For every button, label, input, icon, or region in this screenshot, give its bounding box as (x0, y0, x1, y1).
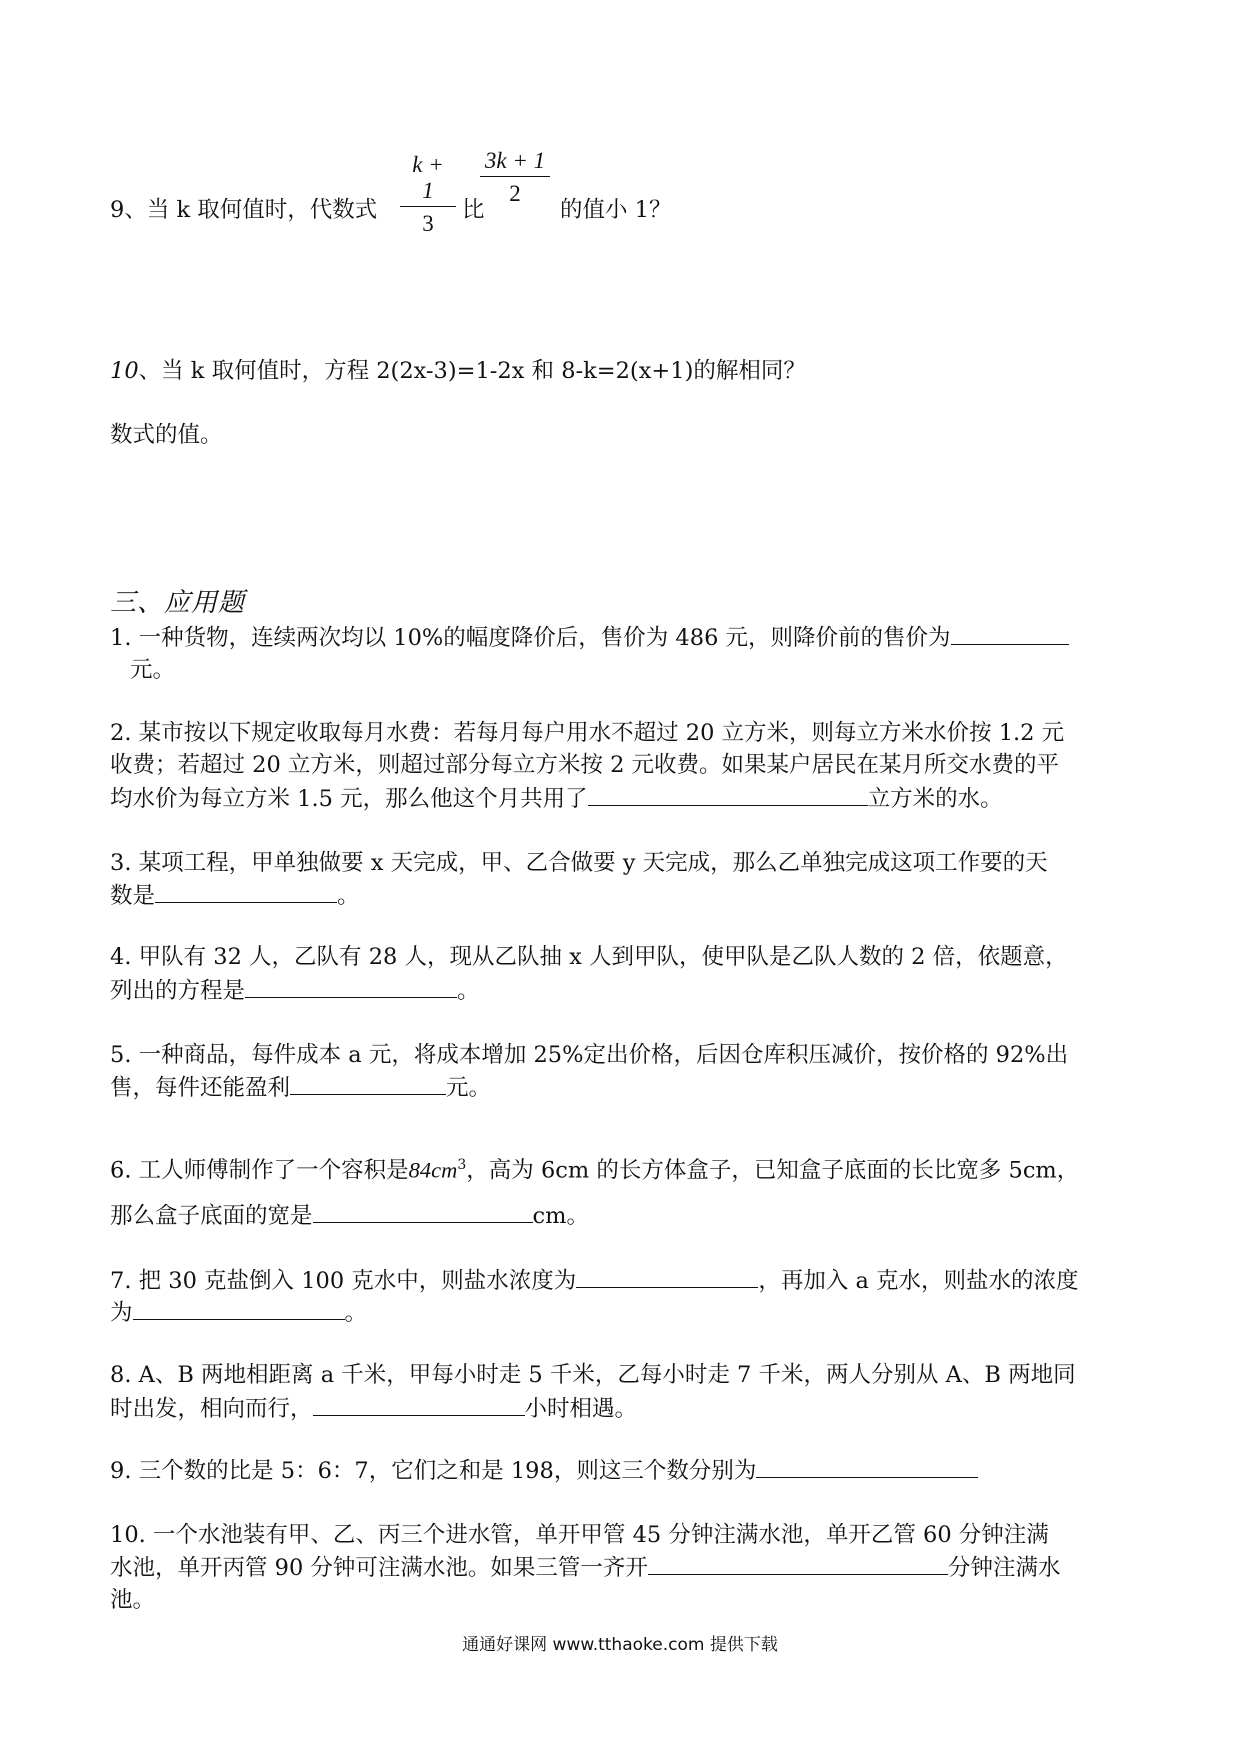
app-q5-text-end: 元。 (446, 1075, 492, 1101)
app-q3-line1: 3. 某项工程，甲单独做要 x 天完成，甲、乙合做要 y 天完成，那么乙单独完成这项工作要的天 (110, 850, 1048, 876)
app-q7-text2: 为 (110, 1300, 133, 1326)
answer-blank (313, 1393, 525, 1416)
footer-text: 通通好课网 www.tthaoke.com 提供下载 (462, 1635, 778, 1655)
fraction-numerator: 3k + 1 (480, 148, 550, 177)
answer-blank (951, 622, 1069, 645)
app-q5-text: 售，每件还能盈利 (110, 1075, 291, 1101)
app-q2-line1: 2. 某市按以下规定收取每月水费：若每月每户用水不超过 20 立方米，则每立方米水价按 1.2 元 (110, 720, 1065, 746)
app-q2-line2: 收费；若超过 20 立方米，则超过部分每立方米按 2 元收费。如果某户居民在某月所交水费的平 (110, 752, 1060, 778)
fraction-k-plus-1-over-3 (400, 152, 456, 237)
volume-exponent: 3 (457, 1157, 467, 1173)
answer-blank (155, 880, 337, 903)
app-q6-text2: 那么盒子底面的宽是 (110, 1203, 313, 1229)
app-q10-line1: 10. 一个水池装有甲、乙、丙三个进水管，单开甲管 45 分钟注满水池，单开乙管 60 分钟注满 (110, 1522, 1049, 1548)
app-q10-line2 (110, 1552, 1060, 1583)
app-q7-line1 (110, 1265, 1079, 1296)
q9-prefix: 9、当 k 取何值时，代数式 (110, 197, 378, 223)
app-q8-text: 时出发，相向而行， (110, 1396, 313, 1422)
app-q3-line2 (110, 880, 360, 911)
app-q1-line2: 元。 (130, 657, 176, 683)
app-q7-text-end: 。 (344, 1300, 368, 1326)
app-q2-text: 均水价为每立方米 1.5 元，那么他这个月共用了 (110, 786, 588, 812)
app-q5-line2 (110, 1072, 491, 1103)
answer-blank (313, 1200, 533, 1223)
app-q3-text-end: 。 (337, 883, 360, 909)
answer-blank (756, 1455, 978, 1478)
section-heading: 三、应用题 (110, 588, 246, 618)
app-q7-line2 (110, 1297, 367, 1328)
app-q4-text: 列出的方程是 (110, 978, 246, 1004)
app-q4-line1: 4. 甲队有 32 人，乙队有 28 人，现从乙队抽 x 人到甲队，使甲队是乙队人数的 2 倍，依题意， (110, 944, 1068, 970)
fraction-denominator: 2 (509, 181, 521, 206)
q10-line (110, 356, 806, 386)
app-q4-text-end: 。 (457, 978, 480, 1004)
fraction-numerator: k + 1 (400, 152, 456, 207)
app-q6-text-cont: ，高为 6cm 的长方体盒子，已知盒子底面的长比宽多 5cm， (466, 1157, 1080, 1184)
app-q10-line3: 池。 (110, 1587, 156, 1613)
app-q3-text: 数是 (110, 883, 156, 909)
app-q2-line3 (110, 783, 1003, 814)
app-q8-text-end: 小时相遇。 (524, 1396, 638, 1422)
q10-text: 、当 k 取何值时，方程 2(2x-3)=1-2x 和 8-k=2(x+1)的解相同？ (138, 358, 806, 384)
app-q10-text: 水池，单开丙管 90 分钟可注满水池。如果三管一齐开 (110, 1555, 648, 1581)
app-q6-text: 6. 工人师傅制作了一个容积是 (110, 1157, 409, 1184)
volume-expression: 84cm (408, 1157, 458, 1183)
answer-blank (576, 1265, 758, 1288)
app-q6-line2 (110, 1200, 589, 1231)
app-q9-text: 9. 三个数的比是 5：6：7，它们之和是 198，则这三个数分别为 (110, 1458, 757, 1484)
answer-blank (648, 1552, 948, 1575)
app-q6-line1 (110, 1150, 1079, 1186)
q9-mid: 比 (462, 197, 485, 223)
app-q4-line2 (110, 975, 480, 1006)
app-q5-line1: 5. 一种商品，每件成本 a 元，将成本增加 25%定出价格，后因仓库积压减价，按价格的 92%出 (110, 1042, 1069, 1068)
app-q6-text-end: cm。 (532, 1203, 589, 1229)
app-q7-text-cont: ，再加入 a 克水，则盐水的浓度 (758, 1268, 1079, 1294)
q9-suffix: 的值小 1？ (560, 197, 672, 223)
app-q9-line1 (110, 1455, 978, 1486)
app-q8-line2 (110, 1393, 637, 1424)
q10-number: 10 (110, 358, 139, 384)
fraction-denominator: 3 (422, 211, 434, 236)
answer-blank (133, 1297, 345, 1320)
answer-blank (588, 783, 868, 806)
app-q2-text-end: 立方米的水。 (867, 786, 1003, 812)
app-q1-line1 (110, 622, 1069, 653)
app-q7-text: 7. 把 30 克盐倒入 100 克水中，则盐水浓度为 (110, 1268, 577, 1294)
fraction-3k-plus-1-over-2 (480, 148, 550, 207)
app-q1-text: 1. 一种货物，连续两次均以 10%的幅度降价后，售价为 486 元，则降价前的售价为 (110, 625, 951, 651)
app-q8-line1: 8. A、B 两地相距离 a 千米，甲每小时走 5 千米，乙每小时走 7 千米，两人分别从 A、B 两地同 (110, 1362, 1076, 1388)
answer-blank (245, 975, 457, 998)
answer-blank (290, 1072, 446, 1095)
app-q10-text-cont: 分钟注满水 (947, 1555, 1061, 1581)
fragment-text: 数式的值。 (110, 422, 223, 448)
